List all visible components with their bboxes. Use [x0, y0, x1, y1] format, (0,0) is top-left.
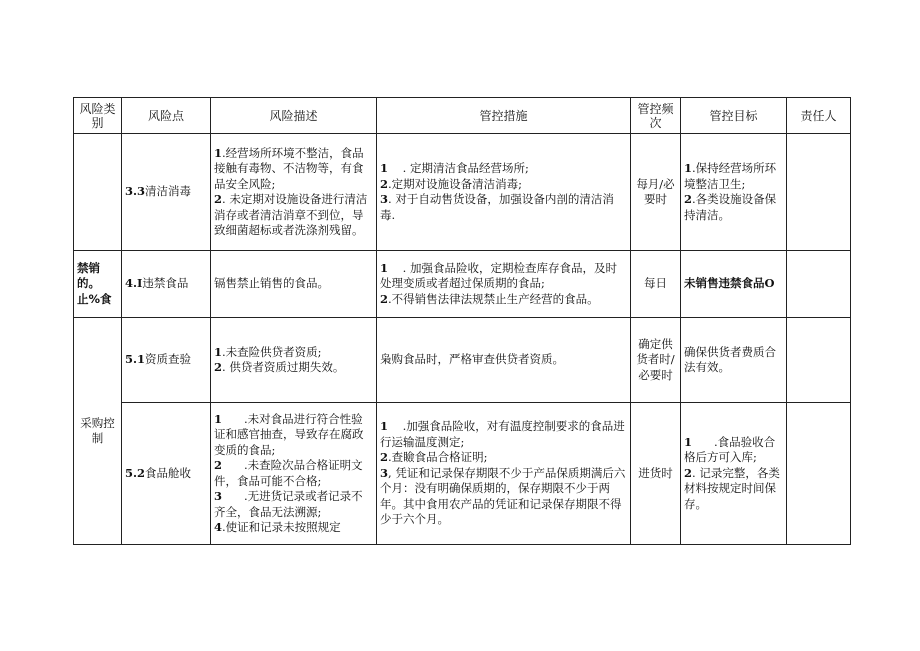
risk-point-code: 4.I [125, 276, 143, 291]
risk-description-cell [211, 403, 377, 545]
list-item: 2.不得销售法律法规禁止生产经营的食品。 [380, 291, 599, 306]
list-item: 1.经营场所环境不整洁，食品接触有毒物、不洁物等，有食品安全风险; [214, 145, 364, 191]
list-item: 1 . 加强食品险收，定期检查库存食品，及时处理变质或者超过保质期的食品; [380, 260, 617, 291]
frequency-cell: 确定供货者时/必要时 [631, 318, 681, 403]
risk-description-cell [211, 251, 377, 318]
table-row [74, 251, 851, 318]
control-measures-cell [377, 403, 631, 545]
list-item: 1.保持经营场所环境整洁卫生; [684, 161, 777, 191]
risk-control-table [73, 97, 851, 545]
list-item: 2.定期对设施设备清洁消毒; [380, 176, 523, 191]
list-item: 3. 对于自动售货设备，加强设备内剖的清洁消毒. [380, 192, 614, 222]
frequency-cell: 每月/必要时 [631, 134, 681, 251]
list-item: 枭购食品时，严格审查供贷者资质。 [380, 352, 564, 367]
control-measures-cell [377, 318, 631, 403]
list-item: 1.未查险供贷者资质; [214, 344, 322, 359]
risk-point-code: 5.1 [125, 352, 146, 367]
list-item: 2. 未定期对设施设备进行清洁消存或者清洁消章不到位，导致细菌超标或者洗涤剂残留。 [214, 192, 368, 237]
control-goal-cell [681, 403, 787, 545]
list-item: 未销售违禁食品O [684, 276, 775, 291]
list-item: 2.各类设施设备保持清洁。 [684, 192, 777, 222]
list-item: 1 .未对食品进行符合性验证和感官抽查，导致存在腐政变质的食品; [214, 411, 364, 457]
risk-category-cell: 禁销的。止%食 [74, 251, 122, 318]
risk-point-name: 食品舱收 [145, 465, 192, 480]
header-row [74, 98, 851, 134]
owner-cell [787, 251, 851, 318]
header-risk-description: 风险描述 [211, 98, 377, 134]
list-item: 2 .未查险次品合格证明文件，食品可能不合格; [214, 458, 363, 488]
header-control-goal: 管控目标 [681, 98, 787, 134]
risk-point-code: 3.3 [125, 184, 146, 199]
risk-point-cell [122, 134, 211, 251]
risk-description-cell [211, 134, 377, 251]
owner-cell [787, 403, 851, 545]
list-item: 2. 记录完整，各类材料按规定时间保存。 [684, 465, 780, 511]
risk-point-name: 违禁食品 [142, 276, 189, 291]
header-control-measures: 管控措施 [377, 98, 631, 134]
owner-cell [787, 318, 851, 403]
list-item: 4.使证和记录未按照规定 [214, 520, 341, 534]
frequency-cell: 进货时 [631, 403, 681, 545]
control-goal-cell [681, 318, 787, 403]
table-row [74, 318, 851, 403]
table-row [74, 134, 851, 251]
control-goal-cell [681, 251, 787, 318]
header-risk-point: 风险点 [122, 98, 211, 134]
list-item: 1 .食品验收合格后方可入库; [684, 434, 776, 465]
list-item: 确保供货者费质合法有效。 [684, 344, 776, 374]
owner-cell [787, 134, 851, 251]
risk-point-cell [122, 403, 211, 545]
list-item: 镉售禁止销售的食品。 [214, 276, 329, 291]
list-item: 2. 供贷者资质过期失效。 [214, 360, 345, 374]
list-item: 1 . 定期清洁食品经营场所; [380, 161, 529, 175]
risk-point-cell [122, 318, 211, 403]
control-goal-cell [681, 134, 787, 251]
frequency-cell: 每日 [631, 251, 681, 318]
risk-category-cell: 采购控制 [74, 318, 122, 545]
header-control-frequency: 管控频次 [631, 98, 681, 134]
header-category: 风险类别 [74, 98, 122, 134]
list-item: 3, 凭证和记录保存期限不少于产品保质期满后六个月：没有明确保质期的，保存期限不少于两年。其中食用农产品的凭证和记录保存期限不得少于六个月。 [380, 465, 626, 527]
table-row [74, 403, 851, 545]
risk-category-cell [74, 134, 122, 251]
control-measures-cell [377, 251, 631, 318]
list-item: 3 .无进货记录或者记录不齐全，食品无法溯源; [214, 489, 363, 519]
control-measures-cell [377, 134, 631, 251]
risk-point-code: 5.2 [125, 465, 146, 480]
risk-point-name: 资质查验 [145, 352, 192, 367]
risk-point-name: 清洁消毒 [145, 184, 192, 199]
list-item: 1 .加强食品险收，对有温度控制要求的食品进行运输温度测定; [380, 419, 625, 449]
risk-point-cell [122, 251, 211, 318]
list-item: 2.查瞼食品合格证明; [380, 450, 488, 465]
risk-description-cell [211, 318, 377, 403]
header-owner: 责任人 [787, 98, 851, 134]
